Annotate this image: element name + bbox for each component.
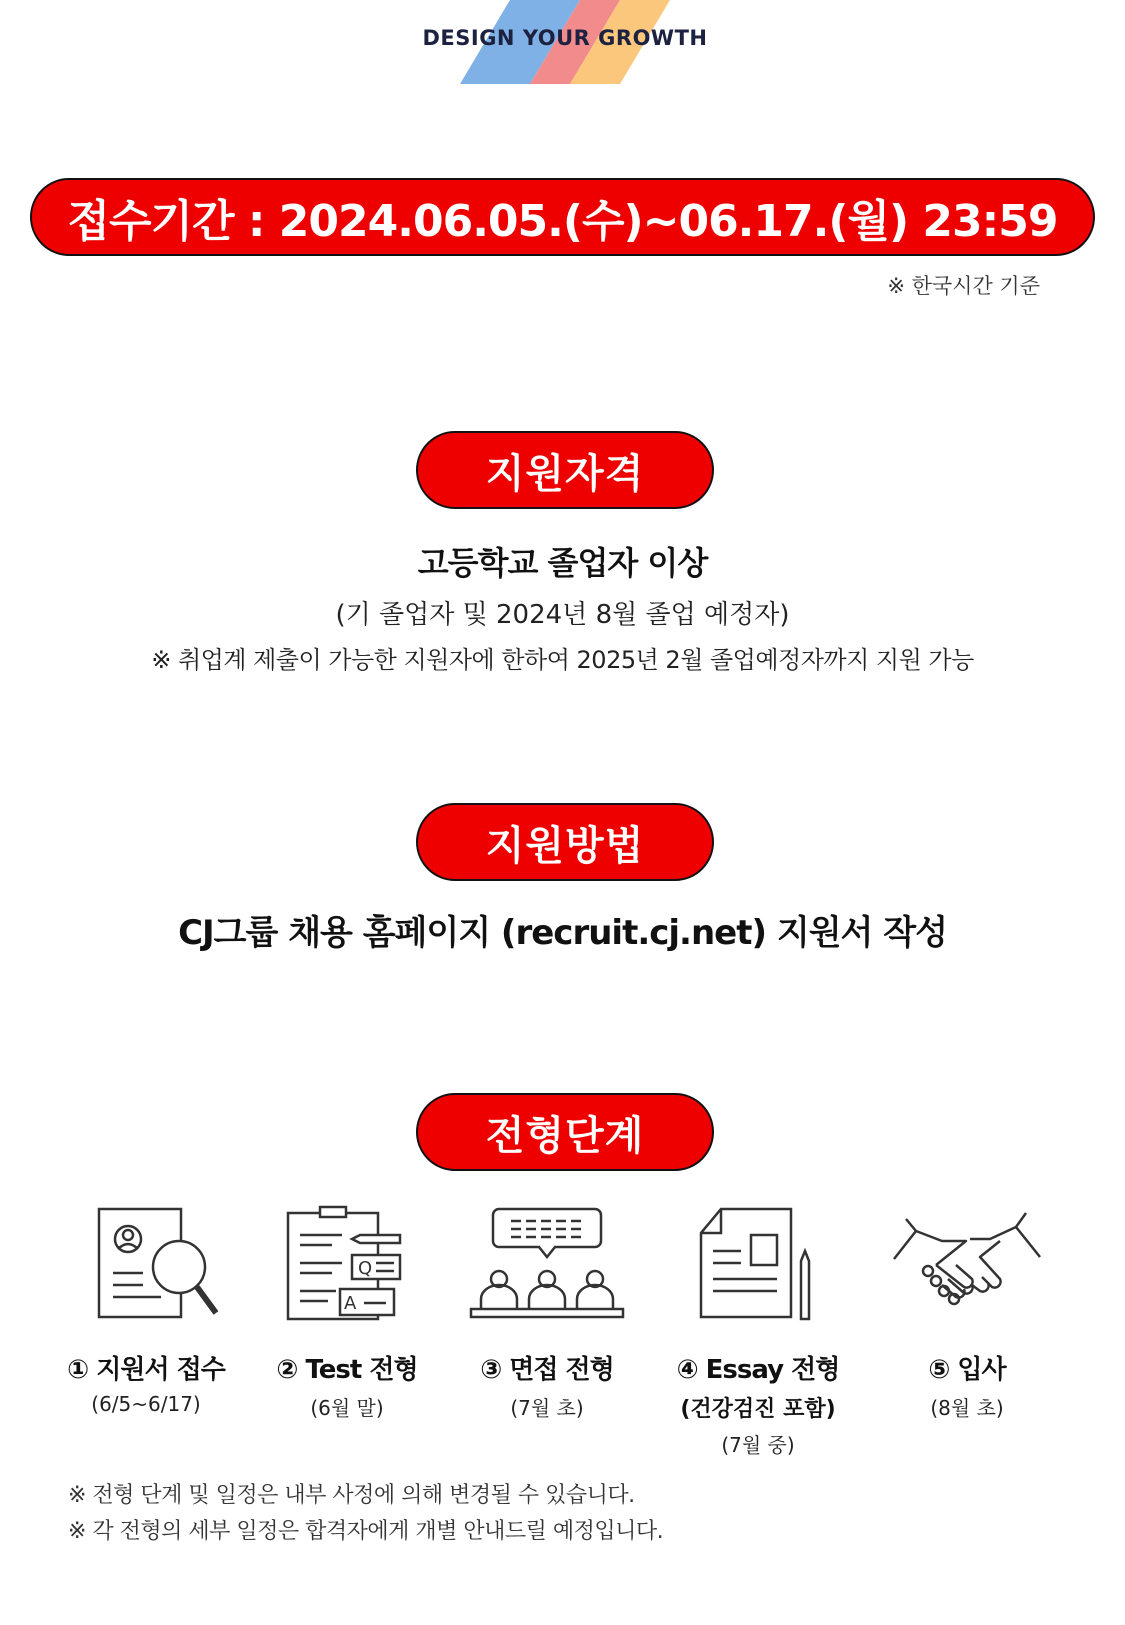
application-period-text: 접수기간 : 2024.06.05.(수)~06.17.(월) 23:59 [67, 196, 1058, 247]
step-3-label: ③ 면접 전형 [480, 1355, 614, 1385]
qualification-main: 고등학교 졸업자 이상 [417, 544, 708, 582]
essay-document-icon [683, 1205, 833, 1323]
step-4-label: ④ Essay 전형 [676, 1355, 840, 1385]
step-2-label: ② Test 전형 [276, 1355, 418, 1385]
process-step-2 [247, 1205, 447, 1421]
brand-logo [420, 0, 710, 84]
logo-text: DESIGN YOUR GROWTH [422, 26, 708, 50]
svg-text:Q: Q [358, 1258, 373, 1279]
resume-search-icon [71, 1205, 221, 1323]
application-period-banner [30, 178, 1095, 256]
process-step-1 [46, 1205, 246, 1416]
step-4-note: (건강검진 포함) [680, 1397, 836, 1422]
step-3-date: (7월 초) [510, 1396, 584, 1420]
step-5-date: (8월 초) [930, 1396, 1004, 1420]
step-4-date: (7월 중) [721, 1433, 795, 1457]
handshake-icon [892, 1205, 1042, 1323]
step-1-label: ① 지원서 접수 [67, 1355, 225, 1385]
qualification-heading: 지원자격 [416, 431, 714, 509]
step-2-date: (6월 말) [310, 1396, 384, 1420]
test-clipboard-icon [272, 1205, 422, 1323]
method-heading: 지원방법 [416, 803, 714, 881]
step-5-label: ⑤ 입사 [928, 1355, 1006, 1385]
process-step-3 [447, 1205, 647, 1421]
process-step-5 [867, 1205, 1067, 1421]
interview-panel-icon [467, 1205, 627, 1323]
timezone-note: ※ 한국시간 기준 [887, 274, 1040, 298]
process-note-1: ※ 전형 단계 및 일정은 내부 사정에 의해 변경될 수 있습니다. [68, 1483, 635, 1508]
process-notes [68, 1478, 663, 1550]
method-text: CJ그룹 채용 홈페이지 (recruit.cj.net) 지원서 작성 [178, 913, 947, 953]
svg-text:A: A [344, 1293, 357, 1314]
qualification-note: ※ 취업계 제출이 가능한 지원자에 한하여 2025년 2월 졸업예정자까지 지원 가능 [151, 646, 974, 674]
step-1-date: (6/5~6/17) [91, 1392, 201, 1416]
qualification-sub: (기 졸업자 및 2024년 8월 졸업 예정자) [335, 600, 790, 630]
process-note-2: ※ 각 전형의 세부 일정은 합격자에게 개별 안내드릴 예정입니다. [68, 1519, 664, 1544]
process-step-4 [658, 1205, 858, 1458]
process-heading: 전형단계 [416, 1093, 714, 1171]
